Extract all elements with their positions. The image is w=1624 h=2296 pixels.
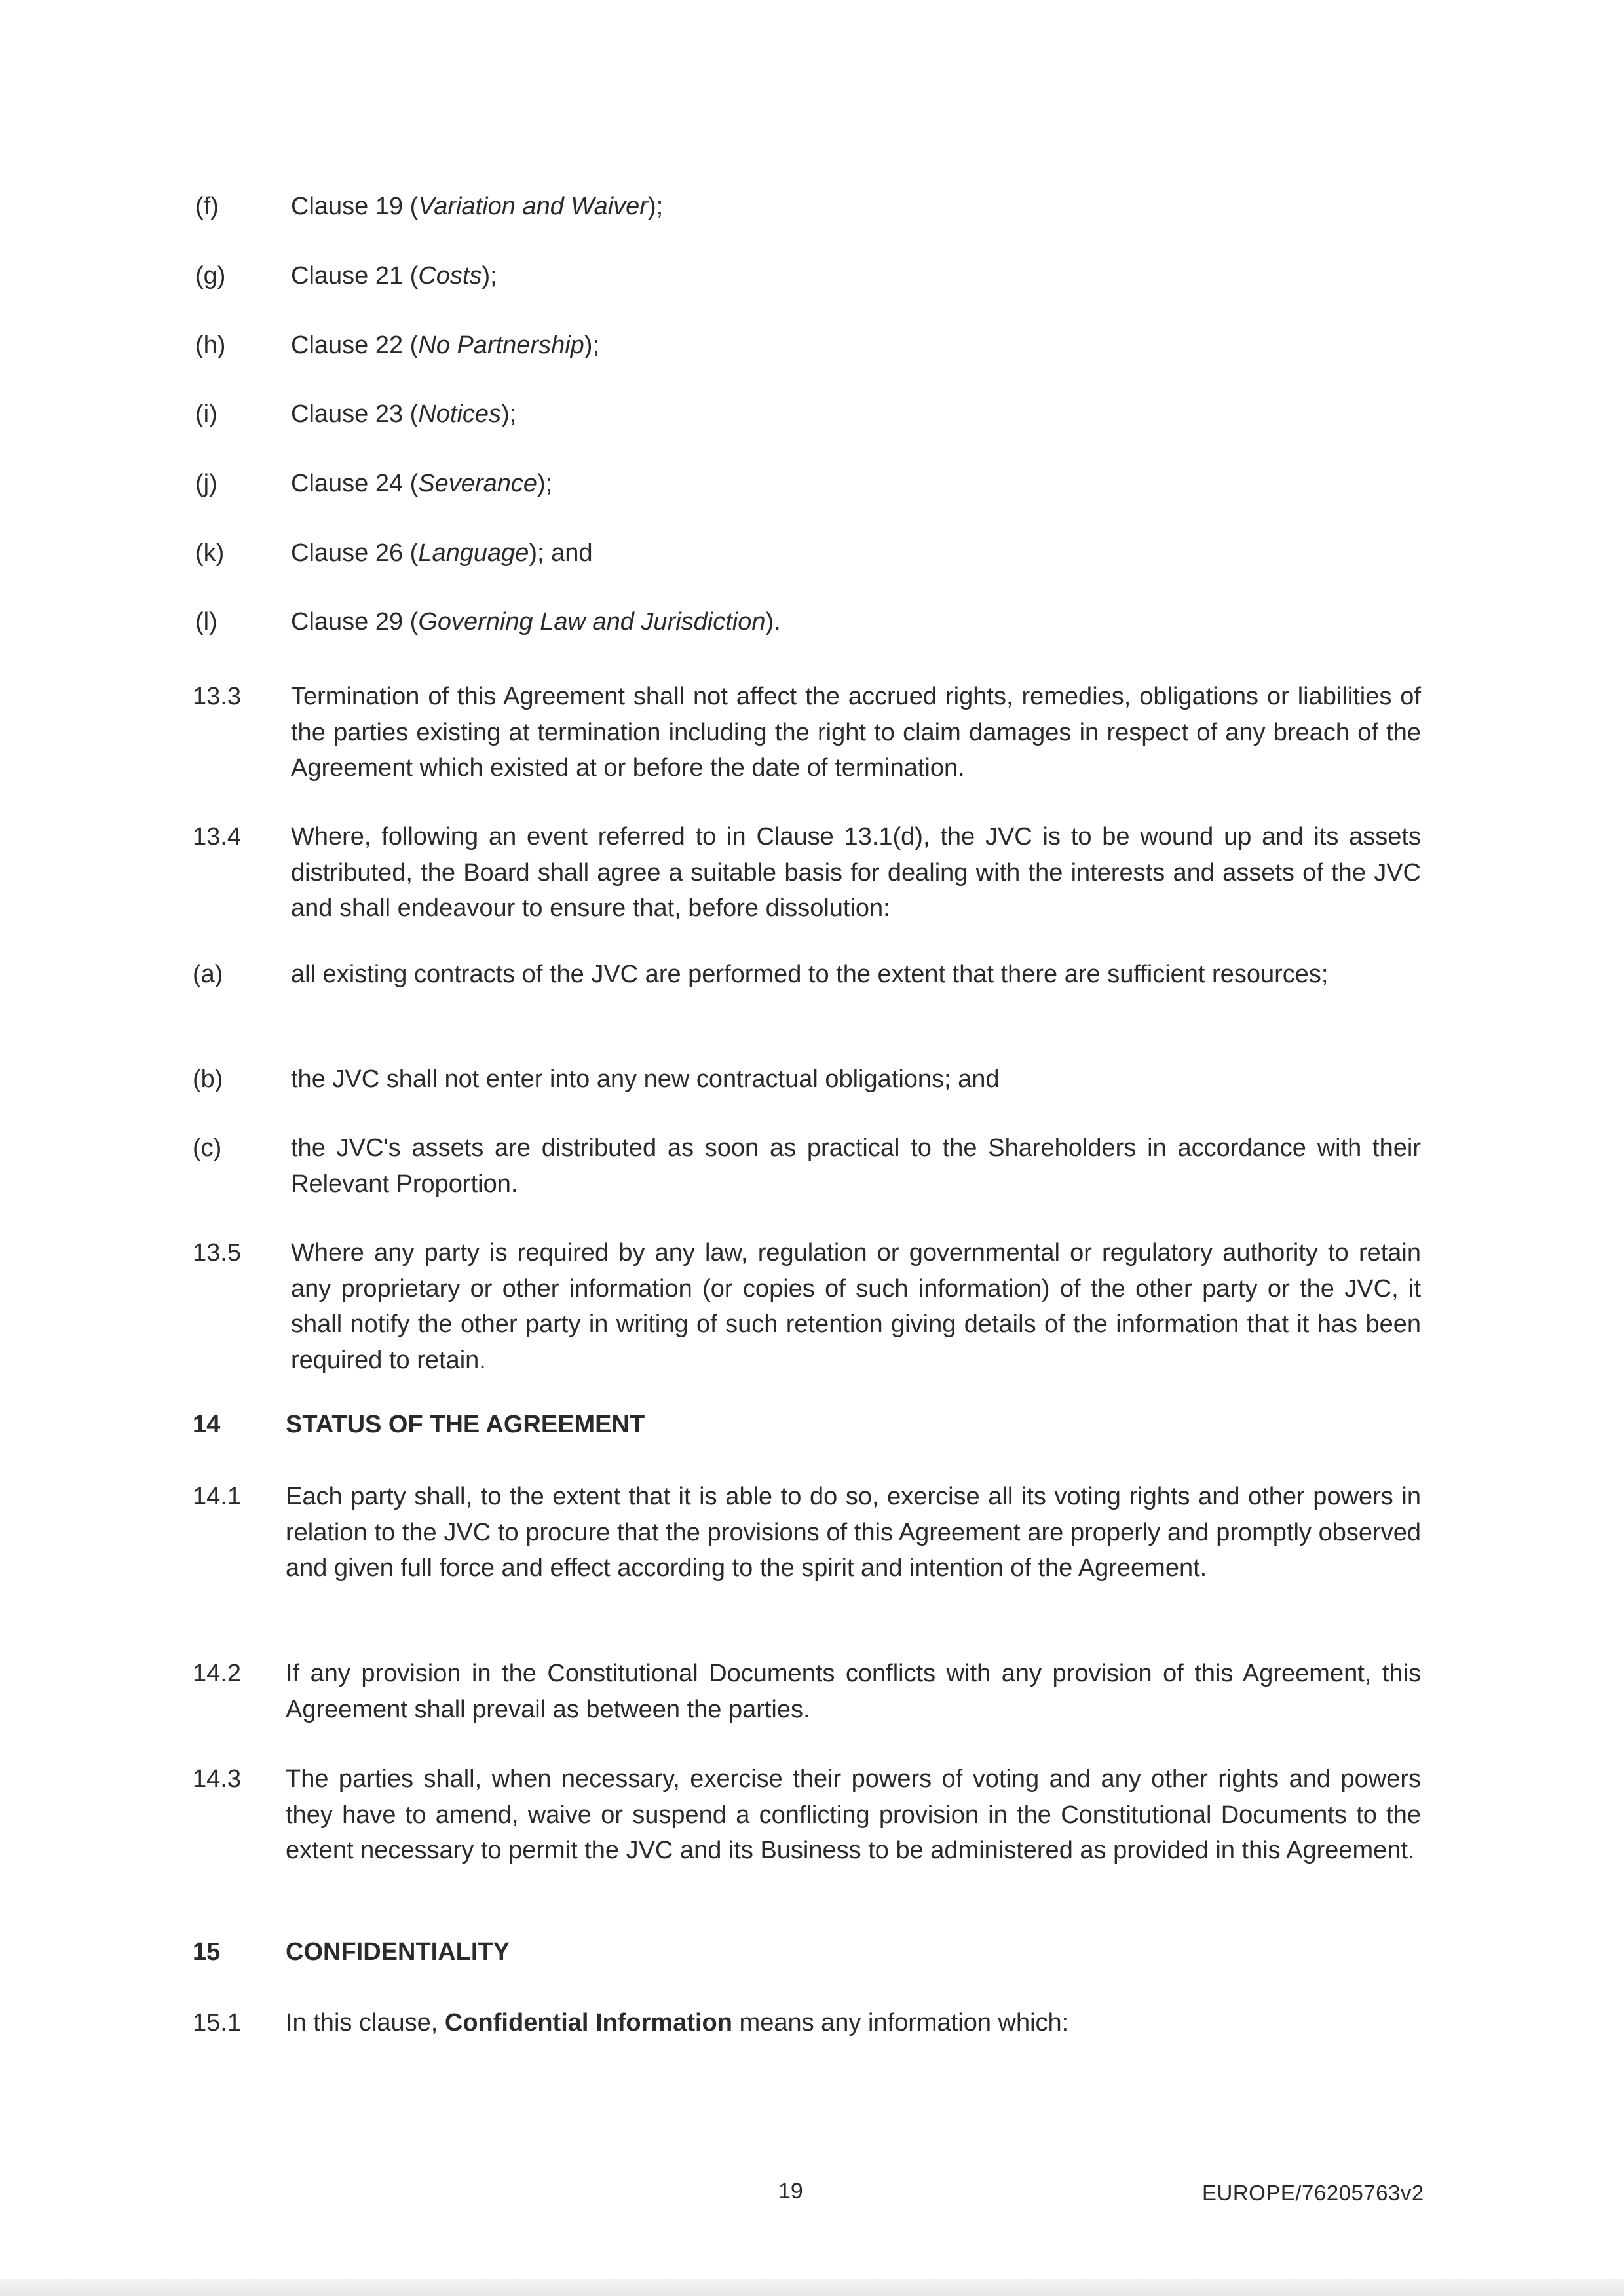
list-item-text: all existing contracts of the JVC are performed to the extent that there are sufficient resources;	[291, 961, 1329, 988]
section-number: 14	[193, 1411, 221, 1438]
clause-text: Where, following an event referred to in Clause 13.1(d), the JVC is to be wound up and its assets distributed, the Board shall agree a suitable basis for dealing with the interests and assets of the JVC and shall endeavour to ensure that, before dissolution:	[291, 823, 1421, 922]
clause-number: 14.2	[193, 1660, 241, 1687]
list-label: (i)	[195, 400, 217, 428]
scan-edge	[0, 2279, 1624, 2296]
list-label: (h)	[195, 332, 226, 359]
list-item-text: Clause 23 (Notices);	[291, 400, 517, 428]
clause-text: If any provision in the Constitutional Documents conflicts with any provision of this Agreement, this Agreement shall prevail as between the parties.	[286, 1660, 1421, 1723]
list-label: (f)	[195, 193, 219, 220]
clause-number: 13.5	[193, 1239, 241, 1267]
list-item-text: Clause 29 (Governing Law and Jurisdiction).	[291, 608, 781, 636]
list-label: (a)	[193, 961, 223, 988]
clause-number: 13.4	[193, 823, 241, 851]
list-label: (b)	[193, 1065, 223, 1093]
clause-text: In this clause, Confidential Information means any information which:	[286, 2009, 1069, 2037]
document-reference: EUROPE/76205763v2	[1202, 2181, 1424, 2205]
section-number: 15	[193, 1938, 221, 1966]
list-item-text: Clause 24 (Severance);	[291, 470, 553, 497]
list-label: (j)	[195, 470, 217, 497]
clause-text: Termination of this Agreement shall not affect the accrued rights, remedies, obligations or liabilities of the parties existing at termination including the right to claim damages in respect of any breach of the Agreement which existed at or before the date of termination.	[291, 683, 1421, 782]
clause-number: 15.1	[193, 2009, 241, 2037]
list-item-text: the JVC's assets are distributed as soon as practical to the Shareholders in accordance with their Relevant Proportion.	[291, 1134, 1421, 1198]
defined-term: Confidential Information	[444, 2009, 732, 2037]
list-item-text: Clause 22 (No Partnership);	[291, 332, 600, 359]
clause-number: 14.1	[193, 1483, 241, 1510]
clause-number: 13.3	[193, 683, 241, 710]
clause-text: Each party shall, to the extent that it is able to do so, exercise all its voting rights and other powers in relation to the JVC to procure that the provisions of this Agreement are properly and promptly observed and given full force and effect according to the spirit and intention of the Agreement.	[286, 1483, 1421, 1582]
section-heading: CONFIDENTIALITY	[286, 1938, 510, 1966]
section-heading: STATUS OF THE AGREEMENT	[286, 1411, 645, 1438]
list-item-text: the JVC shall not enter into any new contractual obligations; and	[291, 1065, 1000, 1093]
list-label: (k)	[195, 539, 225, 567]
list-item-text: Clause 19 (Variation and Waiver);	[291, 193, 664, 220]
clause-text: Where any party is required by any law, regulation or governmental or regulatory authority to retain any proprietary or other information (or copies of such information) of the other party or the JVC, it shall notify the other party in writing of such retention giving details of the information that it has been required to retain.	[291, 1239, 1421, 1374]
clause-text: The parties shall, when necessary, exercise their powers of voting and any other rights and powers they have to amend, waive or suspend a conflicting provision in the Constitutional Documents to the extent necessary to permit the JVC and its Business to be administered as provided in this Agreement.	[286, 1765, 1421, 1864]
list-label: (l)	[195, 608, 217, 636]
list-label: (c)	[193, 1134, 222, 1162]
clause-number: 14.3	[193, 1765, 241, 1793]
list-item-text: Clause 21 (Costs);	[291, 262, 497, 290]
page-number: 19	[778, 2179, 803, 2204]
list-item-text: Clause 26 (Language); and	[291, 539, 593, 567]
list-label: (g)	[195, 262, 226, 290]
